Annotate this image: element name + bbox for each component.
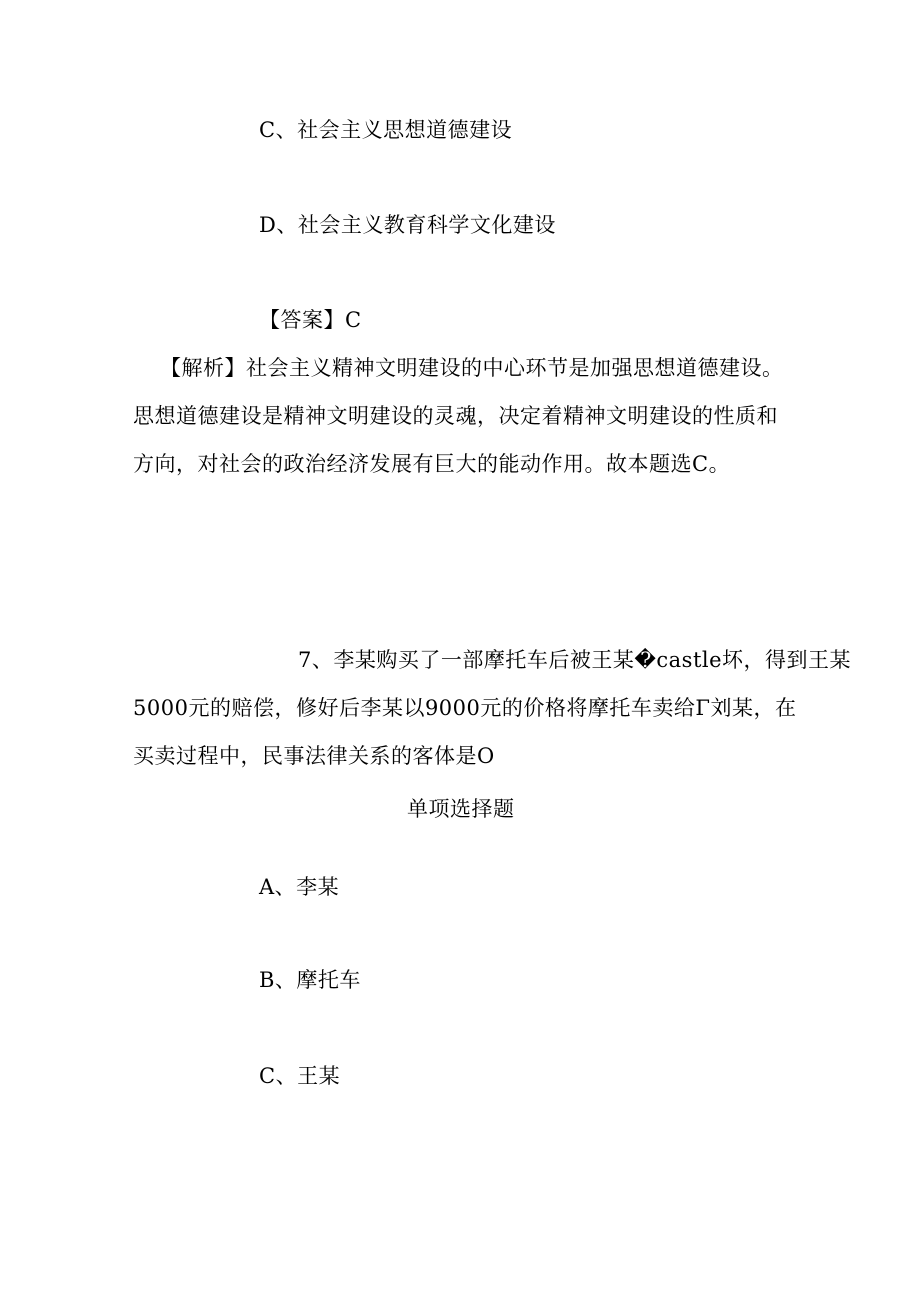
- analysis-line-2: 思想道德建设是精神文明建设的灵魂，决定着精神文明建设的性质和: [133, 404, 778, 428]
- question-type-label: 单项选择题: [407, 797, 515, 821]
- analysis-line-3: 方向，对社会的政治经济发展有巨大的能动作用。故本题选C。: [133, 452, 731, 476]
- option-c-previous: C、社会主义思想道德建设: [259, 118, 513, 142]
- question-7-stem-line-2: 5000元的赔偿，修好后李某以9000元的价格将摩托车卖给Γ刘某，在: [133, 696, 797, 720]
- question-7-stem-line-1: 7、李某购买了一部摩托车后被王某�castle坏，得到王某: [298, 648, 852, 672]
- option-c: C、王某: [259, 1064, 341, 1088]
- option-a: A、李某: [259, 875, 340, 899]
- answer-text: 【答案】C: [259, 308, 362, 332]
- option-b: B、摩托车: [259, 968, 361, 992]
- question-7-stem-line-3: 买卖过程中，民事法律关系的客体是O: [133, 744, 495, 768]
- option-d-previous: D、社会主义教育科学文化建设: [259, 213, 556, 237]
- analysis-line-1: 【解析】社会主义精神文明建设的中心环节是加强思想道德建设。: [160, 356, 784, 380]
